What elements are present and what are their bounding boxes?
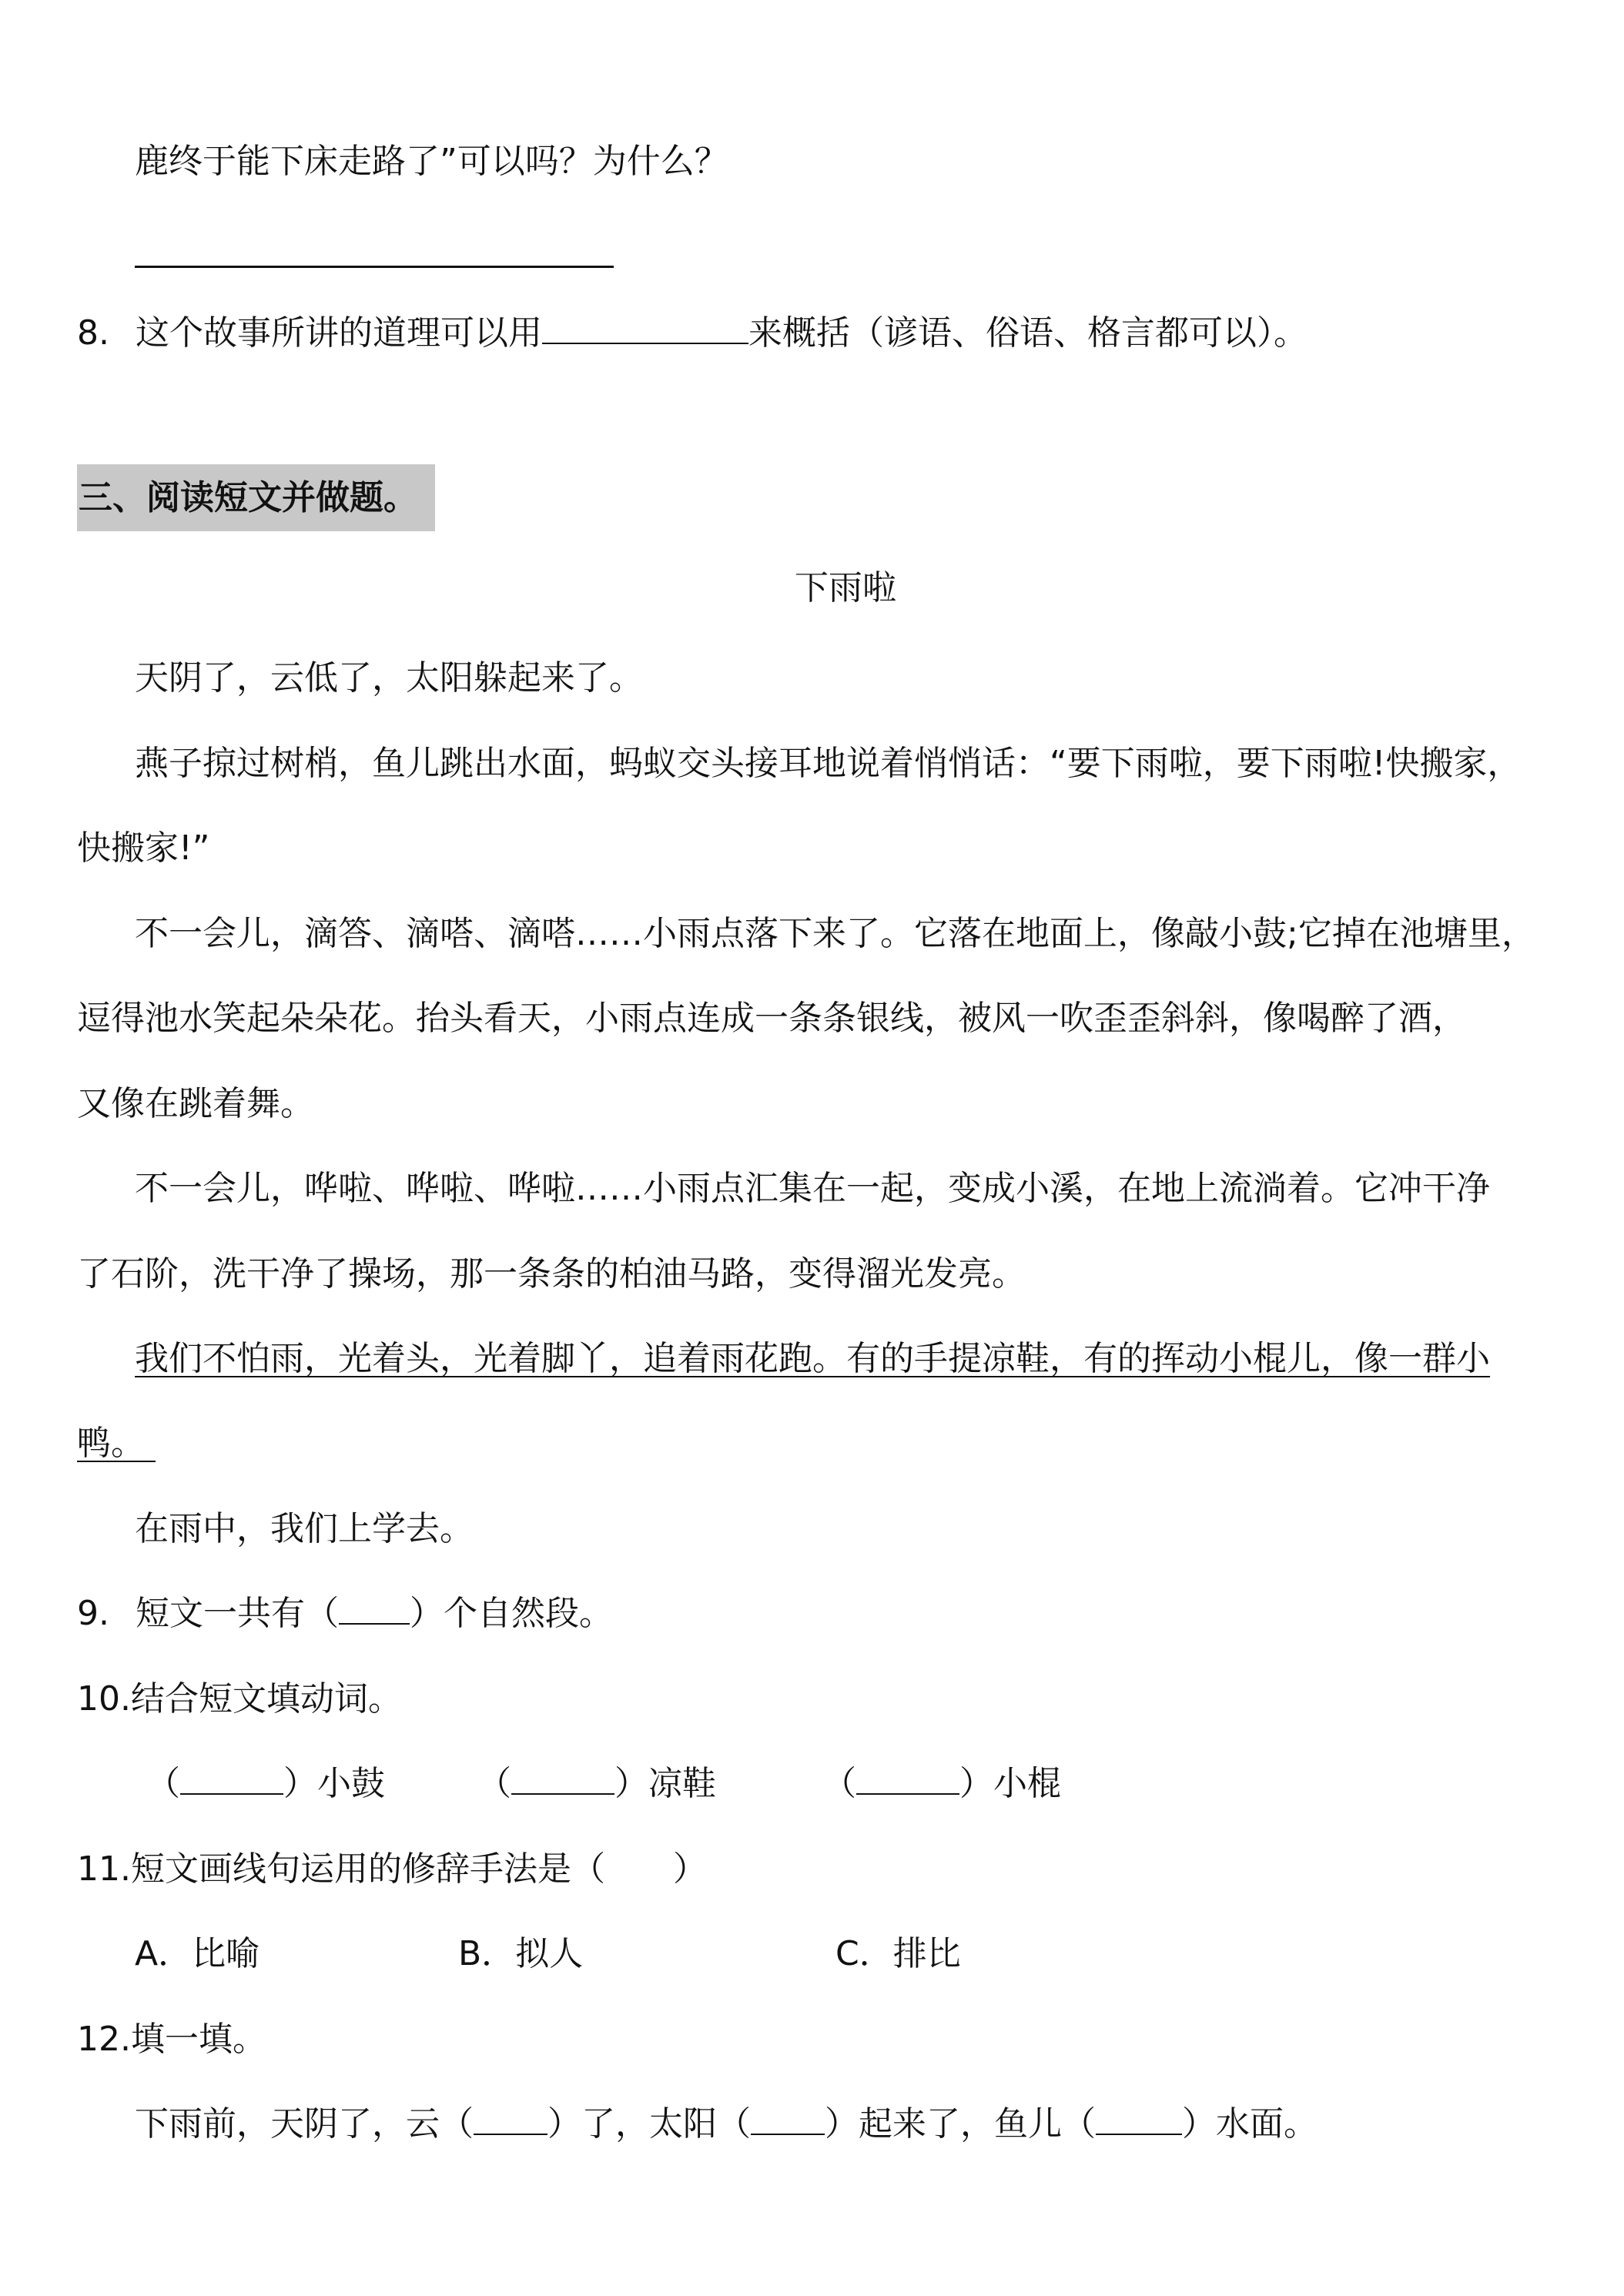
q12-text: 填一填。	[130, 2020, 266, 2059]
passage-paragraph-5-line-2-underlined	[77, 1421, 156, 1467]
passage-paragraph-1: 天阴了，云低了，太阳躲起来了。	[135, 658, 643, 698]
q10-item-1-close: ）	[283, 1764, 317, 1803]
q7-continuation: 鹿终于能下床走路了”可以吗？为什么？	[135, 142, 728, 181]
q9-text-after: ）个自然段。	[410, 1594, 613, 1633]
passage-paragraph-3-line-2: 逗得池水笑起朵朵花。抬头看天，小雨点连成一条条银线，被风一吹歪歪斜斜，像喝醉了酒，	[77, 999, 1466, 1038]
q10-item-2-close: ）	[614, 1764, 648, 1803]
q9-number: 9.	[77, 1594, 109, 1633]
passage-paragraph-2-line-2: 快搬家!”	[77, 828, 210, 868]
q8-answer-blank[interactable]	[542, 342, 748, 344]
question-10	[77, 1676, 402, 1722]
q12-part-3: ）起来了，鱼儿（	[825, 2104, 1096, 2144]
q8-text-before: 这个故事所讲的道理可以用	[136, 313, 542, 353]
q10-item-1-word: 小鼓	[317, 1764, 385, 1803]
q11-option-c[interactable]	[835, 1931, 961, 1977]
q11-option-a-letter: A．	[135, 1934, 193, 1973]
q11-text: 短文画线句运用的修辞手法是（ ）	[130, 1849, 707, 1889]
question-9	[77, 1591, 613, 1637]
q10-item-2-blank[interactable]	[511, 1792, 614, 1795]
q11-option-b[interactable]	[458, 1931, 583, 1977]
q10-item-2-word: 凉鞋	[648, 1764, 716, 1803]
q10-item-3	[822, 1761, 1061, 1807]
q12-blank-2[interactable]	[751, 2133, 825, 2135]
q12-part-1: 下雨前，天阴了，云（	[135, 2104, 474, 2144]
question-12	[77, 2017, 266, 2063]
question-11	[77, 1846, 707, 1893]
q8-text-after: 来概括（谚语、俗语、格言都可以）。	[748, 313, 1308, 353]
q10-item-3-close: ）	[959, 1764, 993, 1803]
q8-number: 8.	[77, 313, 109, 353]
question-8	[77, 310, 1308, 356]
passage-paragraph-4-line-1: 不一会儿，哗啦、哗啦、哗啦……小雨点汇集在一起，变成小溪，在地上流淌着。它冲干净	[135, 1169, 1490, 1208]
q11-number: 11.	[77, 1849, 131, 1889]
passage-paragraph-6: 在雨中，我们上学去。	[135, 1509, 474, 1548]
q11-option-c-letter: C．	[835, 1934, 893, 1973]
p5-line-2-text: 鸭。	[77, 1424, 145, 1463]
q10-item-2-open: （	[477, 1764, 511, 1803]
passage-paragraph-5-line-1-underlined: 我们不怕雨，光着头，光着脚丫，追着雨花跑。有的手提凉鞋，有的挥动小棍儿，像一群小	[135, 1339, 1490, 1378]
q10-text: 结合短文填动词。	[130, 1679, 402, 1719]
q7-answer-line[interactable]	[135, 266, 614, 268]
q10-item-3-blank[interactable]	[856, 1792, 959, 1795]
q11-option-b-letter: B．	[458, 1934, 516, 1973]
q10-item-3-open: （	[822, 1764, 856, 1803]
q12-sentence	[135, 2101, 1318, 2147]
q12-part-4: ）水面。	[1182, 2104, 1318, 2144]
q10-item-1	[146, 1761, 385, 1807]
passage-paragraph-2-line-1: 燕子掠过树梢，鱼儿跳出水面，蚂蚁交头接耳地说着悄悄话：“要下雨啦，要下雨啦!快搬家，	[135, 744, 1522, 783]
q10-item-1-open: （	[146, 1764, 180, 1803]
q10-item-3-word: 小棍	[993, 1764, 1061, 1803]
q10-number: 10.	[77, 1679, 131, 1719]
q10-item-2	[477, 1761, 716, 1807]
q12-number: 12.	[77, 2020, 131, 2059]
q11-option-a-text: 比喻	[192, 1934, 260, 1973]
passage-paragraph-4-line-2: 了石阶，洗干净了操场，那一条条的柏油马路，变得溜光发亮。	[77, 1254, 1026, 1294]
q11-option-c-text: 排比	[892, 1934, 961, 1973]
q12-blank-1[interactable]	[474, 2133, 547, 2135]
q12-blank-3[interactable]	[1096, 2133, 1182, 2135]
q9-answer-blank[interactable]	[339, 1622, 410, 1625]
passage-paragraph-3-line-3: 又像在跳着舞。	[77, 1084, 314, 1123]
passage-title: 下雨啦	[795, 568, 896, 607]
section-3-heading: 三、阅读短文并做题。	[77, 464, 435, 531]
q10-item-1-blank[interactable]	[180, 1792, 283, 1795]
q11-option-a[interactable]	[135, 1931, 260, 1977]
q11-option-b-text: 拟人	[515, 1934, 584, 1973]
q12-part-2: ）了，太阳（	[547, 2104, 751, 2144]
q9-text-before: 短文一共有（	[136, 1594, 339, 1633]
passage-paragraph-3-line-1: 不一会儿，滴答、滴嗒、滴嗒……小雨点落下来了。它落在地面上，像敲小鼓;它掉在池塘里，	[135, 914, 1535, 953]
